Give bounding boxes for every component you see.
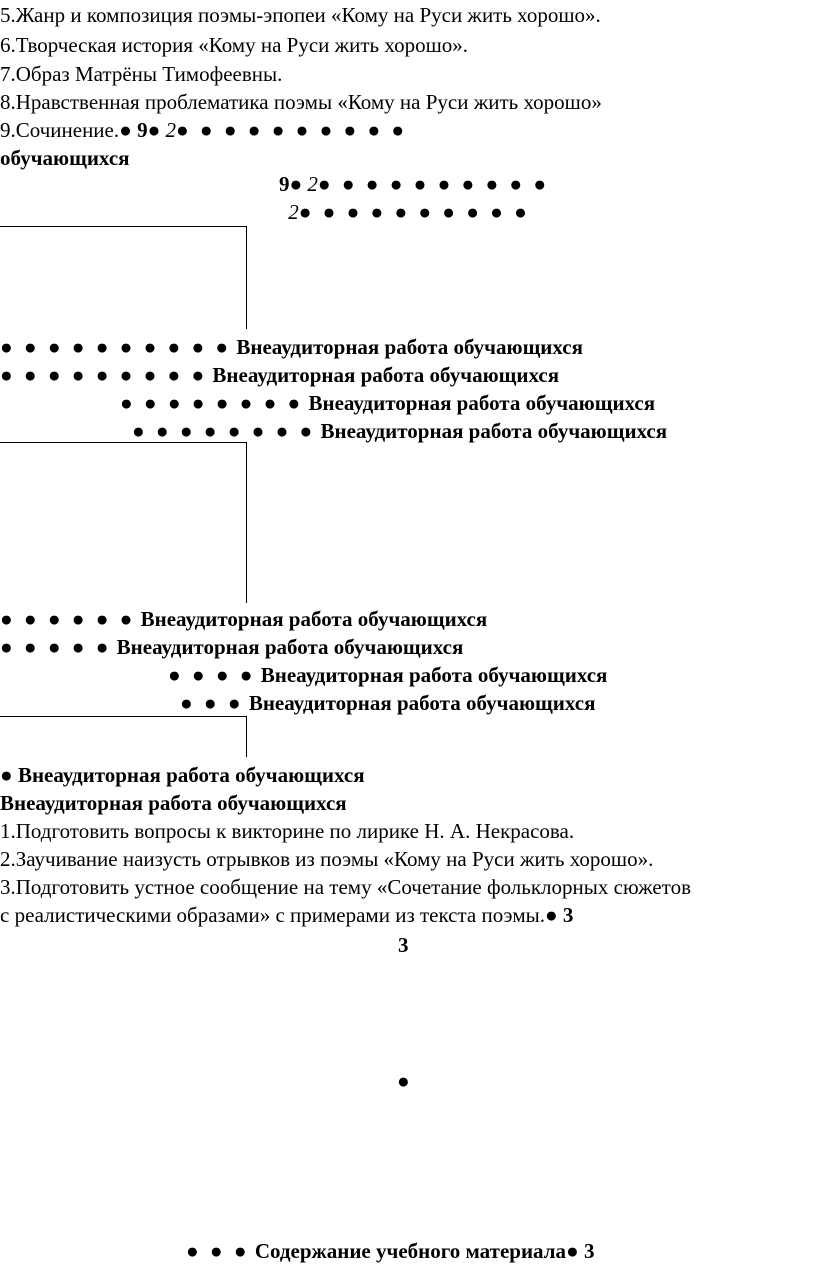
content-label: Содержание учебного материала bbox=[254, 1239, 567, 1263]
bullet-run: ● ● ● ● ● bbox=[0, 635, 112, 659]
extracurricular-label: Внеаудиторная работа обучающихся bbox=[248, 691, 596, 715]
bullet-run: ● ● ● ● ● ● ● ● bbox=[132, 419, 316, 443]
table-cell-border bbox=[0, 442, 247, 603]
bullet-run: ● ● ● ● ● ● ● ● ● ● bbox=[317, 172, 550, 196]
extracurricular-row bbox=[168, 662, 607, 688]
bullet-run: ● ● ● bbox=[186, 1239, 250, 1263]
extracurricular-label: Внеаудиторная работа обучающихся bbox=[236, 335, 583, 359]
list-item-6: 6.Творческая история «Кому на Руси жить хорошо». bbox=[0, 33, 468, 57]
bullet-glyph: ● bbox=[119, 118, 132, 142]
students-label: обучающихся bbox=[0, 146, 130, 170]
bullet-glyph: ● bbox=[397, 1069, 410, 1093]
list-item-9-label: 9.Сочинение. bbox=[0, 118, 120, 142]
extracurricular-row bbox=[132, 418, 667, 444]
extracurricular-row bbox=[0, 762, 365, 788]
extracurricular-label: Внеаудиторная работа обучающихся bbox=[140, 607, 488, 631]
extracurricular-row bbox=[120, 390, 655, 416]
list-item-9 bbox=[0, 117, 407, 143]
bullet-run: ● ● ● ● ● ● bbox=[0, 607, 136, 631]
task-item-3-text: с реалистическими образами» с примерами из текста поэмы. bbox=[0, 903, 545, 927]
extracurricular-row bbox=[0, 634, 463, 660]
list-item-7: 7.Образ Матрёны Тимофеевны. bbox=[0, 62, 283, 86]
extracurricular-row bbox=[0, 362, 559, 388]
table-cell-border bbox=[0, 716, 247, 757]
hours-value: 3 bbox=[398, 933, 409, 957]
bullet-run: ● ● ● ● ● ● ● ● bbox=[120, 391, 304, 415]
extracurricular-label: Внеаудиторная работа обучающихся bbox=[116, 635, 464, 659]
centered-glyph-row bbox=[0, 171, 816, 197]
bullet-glyph: ● bbox=[147, 118, 161, 142]
number-glyph: 9 bbox=[278, 172, 290, 196]
bullet-glyph: ● bbox=[289, 172, 303, 196]
extracurricular-row bbox=[180, 690, 595, 716]
number-glyph: 2 bbox=[307, 172, 318, 196]
centered-glyph-row bbox=[0, 199, 816, 225]
bullet-run: ● ● ● ● ● ● ● ● ● bbox=[0, 363, 208, 387]
number-glyph: 2 bbox=[288, 200, 299, 224]
bullet-run: ● ● ● ● ● ● ● ● ● ● bbox=[298, 200, 530, 224]
task-item-2: 2.Заучивание наизусть отрывков из поэмы «Кому на Руси жить хорошо». bbox=[0, 847, 654, 871]
extracurricular-label: Внеаудиторная работа обучающихся bbox=[17, 763, 365, 787]
task-item-1: 1.Подготовить вопросы к викторине по лирике Н. А. Некрасова. bbox=[0, 819, 575, 843]
extracurricular-row bbox=[0, 606, 487, 632]
bullet-glyph: ● bbox=[544, 903, 558, 927]
table-cell-border bbox=[0, 226, 247, 329]
content-row bbox=[186, 1238, 594, 1264]
bullet-run: ● ● ● ● ● ● ● ● ● ● bbox=[0, 335, 232, 359]
hours-value: 3 bbox=[562, 903, 574, 927]
extracurricular-label: Внеаудиторная работа обучающихся bbox=[320, 419, 668, 443]
extracurricular-label: Внеаудиторная работа обучающихся bbox=[212, 363, 560, 387]
extracurricular-row bbox=[0, 334, 583, 360]
bullet-run: ● ● ● ● ● ● ● ● ● ● bbox=[176, 118, 408, 142]
number-glyph: 2 bbox=[165, 118, 176, 142]
hours-value: 3 bbox=[583, 1239, 595, 1263]
extracurricular-heading: Внеаудиторная работа обучающихся bbox=[0, 791, 347, 815]
list-item-8: 8.Нравственная проблематика поэмы «Кому на Руси жить хорошо» bbox=[0, 90, 602, 114]
extracurricular-label: Внеаудиторная работа обучающихся bbox=[308, 391, 656, 415]
bullet-run: ● ● ● bbox=[180, 691, 244, 715]
list-item-5: 5.Жанр и композиция поэмы-эпопеи «Кому на Руси жить хорошо». bbox=[0, 3, 601, 27]
bullet-glyph: ● bbox=[566, 1239, 579, 1263]
number-glyph: 9 bbox=[137, 118, 148, 142]
bullet-glyph: ● bbox=[0, 763, 13, 787]
extracurricular-label: Внеаудиторная работа обучающихся bbox=[260, 663, 608, 687]
task-item-3: 3.Подготовить устное сообщение на тему «Сочетание фольклорных сюжетов bbox=[0, 875, 691, 899]
task-item-3-continued bbox=[0, 902, 573, 928]
bullet-run: ● ● ● ● bbox=[168, 663, 256, 687]
